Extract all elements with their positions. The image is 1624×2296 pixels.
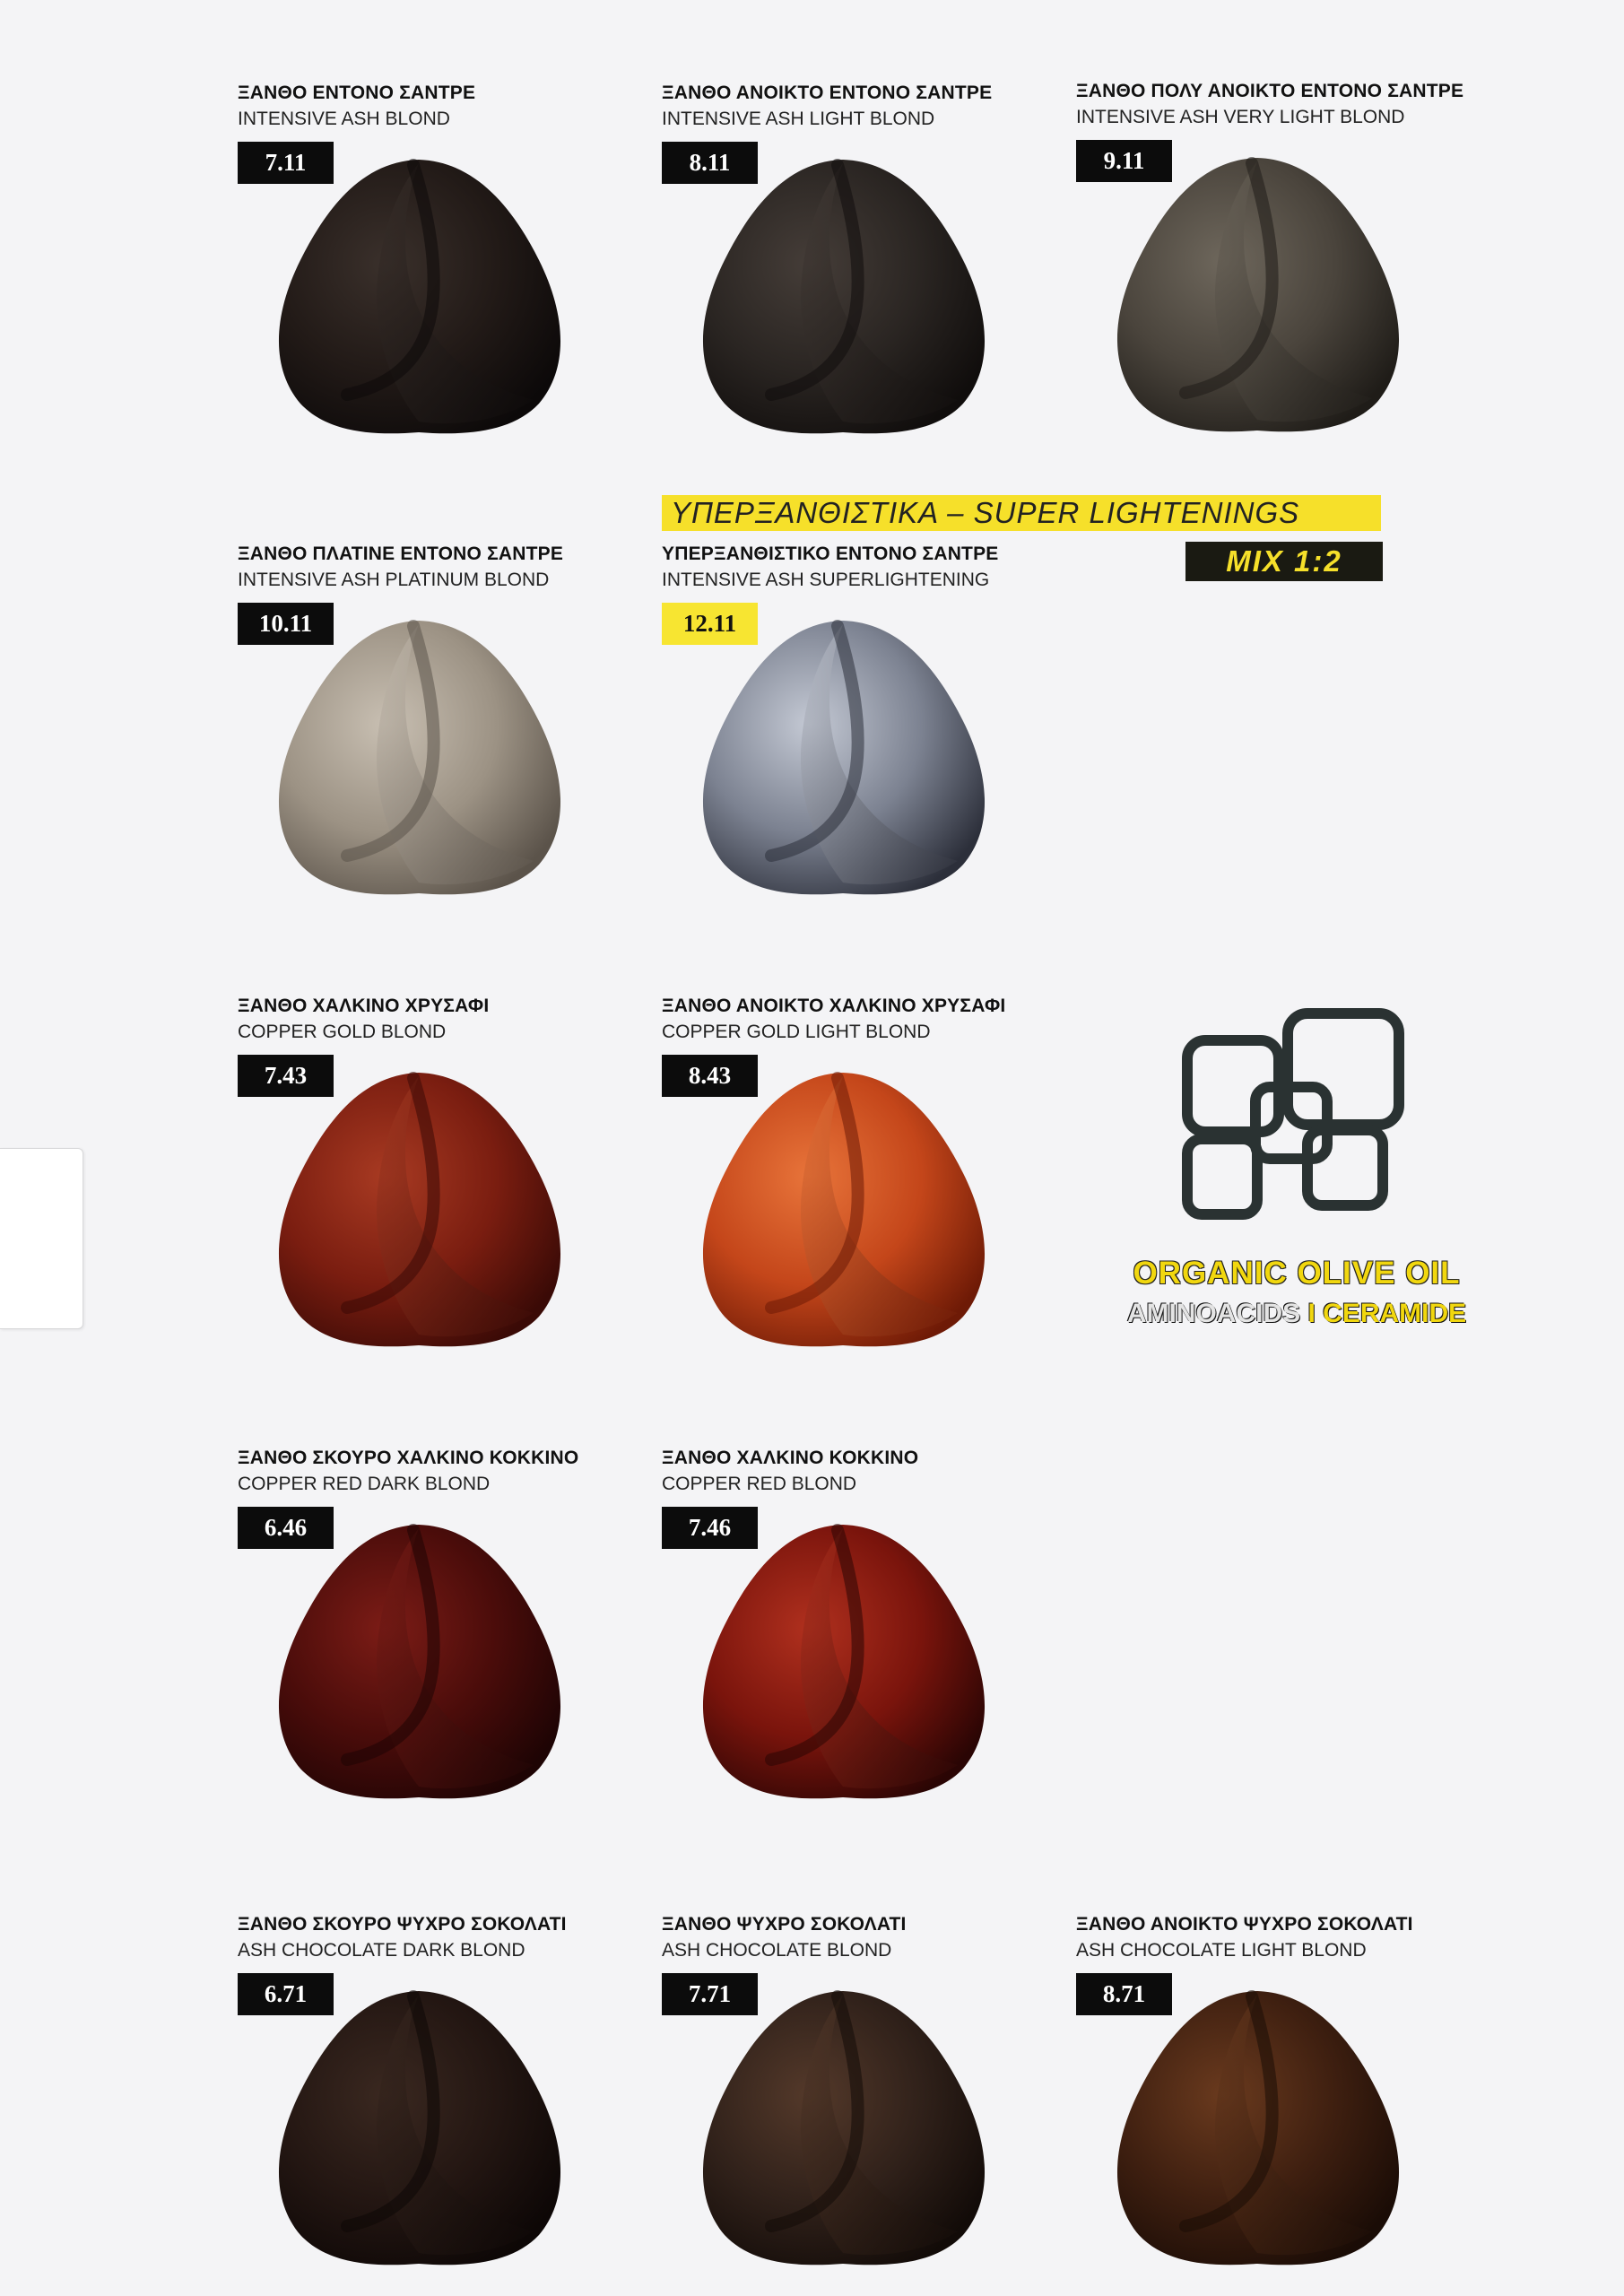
color-name-english: COPPER GOLD LIGHT BLOND (662, 1022, 931, 1042)
color-name-english: INTENSIVE ASH VERY LIGHT BLOND (1076, 107, 1405, 127)
brand-tagline-organic-olive-oil: ORGANIC OLIVE OIL (1133, 1256, 1461, 1291)
ingredient-ceramide: CERAMIDE (1323, 1299, 1467, 1328)
hair-swatch (689, 613, 998, 900)
color-code-badge: 8.43 (662, 1055, 758, 1097)
color-code-badge: 6.71 (238, 1973, 334, 2015)
swatch-card-6-71 (238, 1914, 632, 2291)
swatch-card-7-71 (662, 1914, 1056, 2291)
color-name-english: ASH CHOCOLATE BLOND (662, 1940, 892, 1961)
color-name-english: COPPER RED DARK BLOND (238, 1474, 491, 1494)
color-name-greek: ΞΑΝΘΟ ΠΟΛΥ ΑΝΟΙΚΤΟ ΕΝΤΟΝΟ ΣΑΝΤΡΕ (1076, 81, 1464, 101)
color-name-english: ASH CHOCOLATE DARK BLOND (238, 1940, 525, 1961)
color-code-badge: 7.71 (662, 1973, 758, 2015)
brand-logo-icon (1180, 1004, 1410, 1223)
swatch-card-6-46 (238, 1448, 632, 1824)
page-edge-tab (0, 1148, 83, 1329)
super-lightenings-banner: ΥΠΕΡΞΑΝΘΙΣΤΙΚΑ – SUPER LIGHTENINGS (662, 495, 1381, 531)
color-name-english: INTENSIVE ASH LIGHT BLOND (662, 109, 935, 129)
swatch-card-8-71 (1076, 1914, 1471, 2291)
swatch-card-9-11 (1076, 81, 1471, 457)
hair-swatch (689, 1065, 998, 1352)
color-code-badge: 8.11 (662, 142, 758, 184)
swatch-card-7-11 (238, 83, 632, 459)
color-code-badge: 8.71 (1076, 1973, 1172, 2015)
color-name-greek: ΞΑΝΘΟ ΑΝΟΙΚΤΟ ΨΥΧΡΟ ΣΟΚΟΛΑΤΙ (1076, 1914, 1413, 1935)
color-name-english: INTENSIVE ASH PLATINUM BLOND (238, 570, 550, 590)
hair-swatch (1103, 151, 1412, 438)
hair-swatch (689, 152, 998, 439)
color-name-greek: ΞΑΝΘΟ ΨΥΧΡΟ ΣΟΚΟΛΑΤΙ (662, 1914, 907, 1935)
color-code-badge: 7.11 (238, 142, 334, 184)
color-code-badge: 6.46 (238, 1507, 334, 1549)
color-name-english: INTENSIVE ASH BLOND (238, 109, 450, 129)
color-name-english: INTENSIVE ASH SUPERLIGHTENING (662, 570, 990, 590)
hair-swatch (265, 1984, 574, 2271)
color-name-english: COPPER RED BLOND (662, 1474, 857, 1494)
swatch-card-8-11 (662, 83, 1056, 459)
hair-swatch (265, 152, 574, 439)
hair-swatch (1103, 1984, 1412, 2271)
swatch-card-12-11 (662, 544, 1056, 920)
hair-swatch (265, 613, 574, 900)
mix-ratio-badge: MIX 1:2 (1185, 542, 1383, 581)
color-name-english: ASH CHOCOLATE LIGHT BLOND (1076, 1940, 1367, 1961)
color-code-badge: 9.11 (1076, 140, 1172, 182)
hair-swatch (265, 1518, 574, 1805)
hair-swatch (689, 1518, 998, 1805)
ingredient-separator: I (1300, 1299, 1324, 1328)
swatch-card-8-43 (662, 996, 1056, 1372)
color-name-greek: ΞΑΝΘΟ ΣΚΟΥΡΟ ΨΥΧΡΟ ΣΟΚΟΛΑΤΙ (238, 1914, 567, 1935)
hair-swatch (265, 1065, 574, 1352)
brand-tagline-ingredients (1099, 1299, 1494, 1329)
color-name-greek: ΞΑΝΘΟ ΧΑΛΚΙΝΟ ΧΡΥΣΑΦΙ (238, 996, 490, 1016)
hair-swatch (689, 1984, 998, 2271)
color-name-greek: ΞΑΝΘΟ ΠΛΑΤΙΝΕ ΕΝΤΟΝΟ ΣΑΝΤΡΕ (238, 544, 564, 564)
color-name-greek: ΞΑΝΘΟ ΧΑΛΚΙΝΟ ΚΟΚΚΙΝΟ (662, 1448, 919, 1468)
swatch-card-7-43 (238, 996, 632, 1372)
color-name-greek: ΞΑΝΘΟ ΣΚΟΥΡΟ ΧΑΛΚΙΝΟ ΚΟΚΚΙΝΟ (238, 1448, 579, 1468)
swatch-card-10-11 (238, 544, 632, 920)
color-name-greek: ΥΠΕΡΞΑΝΘΙΣΤΙΚΟ ΕΝΤΟΝΟ ΣΑΝΤΡΕ (662, 544, 999, 564)
color-name-greek: ΞΑΝΘΟ ΕΝΤΟΝΟ ΣΑΝΤΡΕ (238, 83, 476, 103)
color-name-english: COPPER GOLD BLOND (238, 1022, 447, 1042)
color-name-greek: ΞΑΝΘΟ ΑΝΟΙΚΤΟ ΕΝΤΟΝΟ ΣΑΝΤΡΕ (662, 83, 993, 103)
color-name-greek: ΞΑΝΘΟ ΑΝΟΙΚΤΟ ΧΑΛΚΙΝΟ ΧΡΥΣΑΦΙ (662, 996, 1006, 1016)
color-code-badge: 7.46 (662, 1507, 758, 1549)
color-code-badge: 10.11 (238, 603, 334, 645)
swatch-card-7-46 (662, 1448, 1056, 1824)
ingredient-aminoacids: AMINOACIDS (1126, 1299, 1301, 1328)
color-code-badge: 7.43 (238, 1055, 334, 1097)
color-code-badge: 12.11 (662, 603, 758, 645)
